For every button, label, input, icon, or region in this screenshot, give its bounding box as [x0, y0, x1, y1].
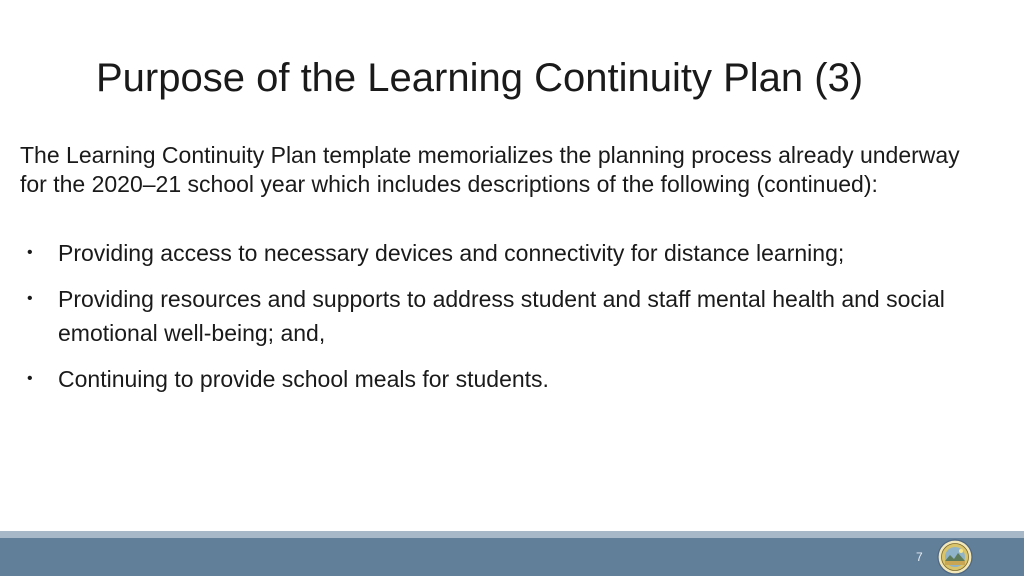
- bullet-item: [0, 362, 1000, 396]
- bullet-item: [0, 282, 1000, 350]
- bullet-item: [0, 236, 1000, 270]
- bullet-text: Continuing to provide school meals for students.: [58, 366, 549, 392]
- bullet-marker: •: [27, 370, 33, 387]
- bullet-text: Providing resources and supports to address student and staff mental health and social emotional well-being; and,: [58, 286, 945, 346]
- bullet-list: [0, 236, 1000, 408]
- bullet-marker: •: [27, 290, 33, 307]
- slide-title: Purpose of the Learning Continuity Plan (3): [96, 56, 864, 100]
- state-seal-icon: [937, 539, 973, 575]
- footer-divider: [0, 531, 1024, 538]
- page-number: 7: [916, 550, 923, 564]
- intro-paragraph: The Learning Continuity Plan template memorializes the planning process already underway for the 2020–21 school year which includes descriptions of the following (continued):: [20, 142, 960, 197]
- footer-bar: [0, 538, 1024, 576]
- bullet-text: Providing access to necessary devices and connectivity for distance learning;: [58, 240, 845, 266]
- bullet-marker: •: [27, 244, 33, 261]
